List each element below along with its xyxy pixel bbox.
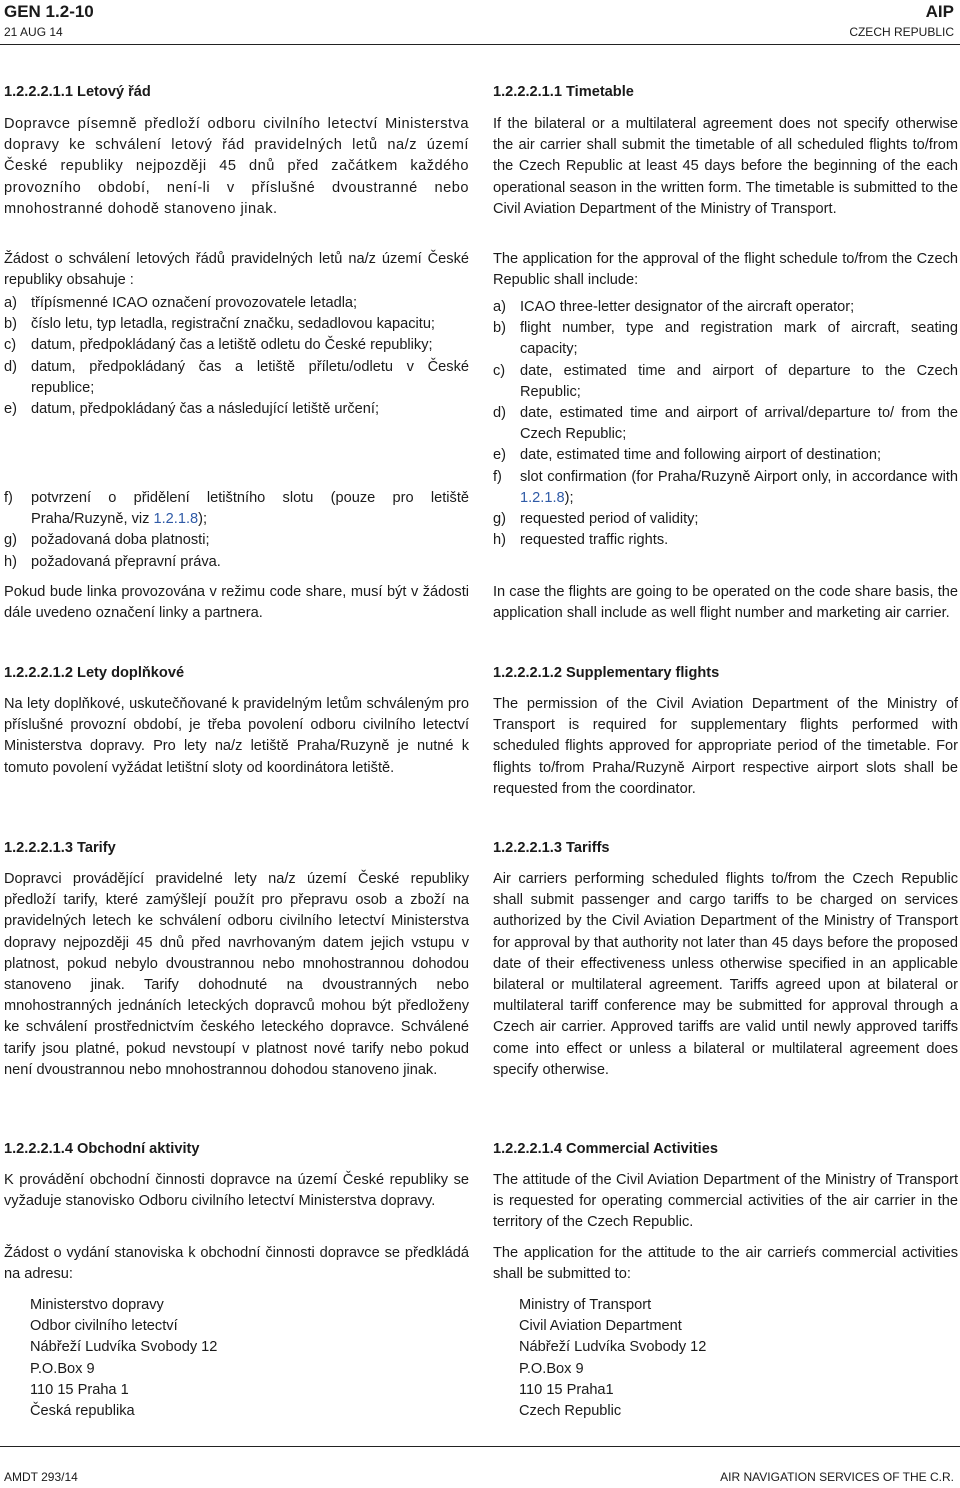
list-item: a) ICAO three-letter designator of the aircraft operator; <box>493 299 855 315</box>
section-title-commercial-activities: 1.2.2.2.1.4 Commercial Activities <box>493 1141 718 1157</box>
paragraph-commercial: K provádění obchodní činnosti dopravce na území České republiky se vyžaduje stanovisko Odboru civilního letectví Ministerstva dopravy. <box>4 1172 469 1210</box>
country-name: CZECH REPUBLIC <box>849 25 954 39</box>
publisher-name: AIR NAVIGATION SERVICES OF THE C.R. <box>720 1470 954 1484</box>
address-line: P.O.Box 9 <box>30 1360 95 1377</box>
page-id: GEN 1.2-10 <box>4 2 94 21</box>
section-title-timetable: 1.2.2.2.1.1 Timetable <box>493 84 634 100</box>
section-title-supplementary-flights: 1.2.2.2.1.2 Supplementary flights <box>493 665 720 681</box>
list-item: b) číslo letu, typ letadla, registrační značku, sedadlovou kapacitu; <box>4 316 435 333</box>
reference-link[interactable]: 1.2.1.8 <box>153 511 199 528</box>
section-title-lety-doplnkove: 1.2.2.2.1.2 Lety doplňkové <box>4 665 185 681</box>
list-item: g) requested period of validity; <box>493 511 699 528</box>
address-line: Odbor civilního letectví <box>30 1318 178 1335</box>
paragraph-tariffs: Dopravci provádějící pravidelné lety na/z území České republiky předloží tarify, které zamýšlejí použít pro přepravu osob a zboží na pravidelných letech ke schválení odboru civilního letectví Ministerstva dopravy nejpozději 45 dnů před navrhovaným datem jejich vstupu v platnost, pokud nebylo dvoustrannou nebo mnohostrannou dohodou stanoveno jinak. Tarify dohodnuté na dvoustranných nebo mnohostranných jednáních leteckých dopravců mohou být předloženy ke schválení prostřednictvím českého leteckého dopravce. Schválené tarify jsou platné, pokud nevstoupí v platnost nové tarify nebo pokud není dvoustrannou nebo mnohostrannou dohodou stanoveno jinak. <box>4 871 469 1078</box>
list-item: a) třípísmenné ICAO označení provozovatele letadla; <box>4 295 358 311</box>
list-item: c) datum, předpokládaný čas a letiště odletu do České republiky; <box>4 337 433 354</box>
section-title-obchodni-aktivity: 1.2.2.2.1.4 Obchodní aktivity <box>4 1141 200 1157</box>
paragraph-commercial: The attitude of the Civil Aviation Department of the Ministry of Transport is requested for operating commercial activities of the air carrier in the territory of the Czech Republic. <box>493 1172 958 1231</box>
paragraph-commercial-application: Žádost o vydání stanoviska k obchodní činnosti dopravce se předkládá na adresu: <box>4 1245 469 1283</box>
paragraph-code-share: Pokud bude linka provozována v režimu code share, musí být v žádosti dále uvedeno označení linky a partnera. <box>4 584 469 622</box>
section-title-tariffs: 1.2.2.2.1.3 Tariffs <box>493 840 610 856</box>
paragraph-timetable-submission: Dopravce písemně předloží odboru civilního letectví Ministerstva dopravy ke schválení letový řád pravidelných letů na/z území České republiky nejpozději 45 dnů před začátkem každého provozního období, není-li v příslušné dvoustranné nebo mnohostranné dohodě stanoveno jinak. <box>4 116 469 217</box>
paragraph-tariffs: Air carriers performing scheduled flights to/from the Czech Republic shall submit passenger and cargo tariffs to be charged on services authorized by the Civil Aviation Department of the Ministry of Transport for approval by that authority not later than 45 days before the proposed date of their effectiveness unless otherwise specified in an applicable bilateral or multilateral agreement. Tariffs agreed upon at bilateral or multilateral tariff conference may be submitted for approval through a Czech air carrier. Approved tariffs are valid until newly approved tariffs come into effect or unless a bilateral or multilateral agreement does specify otherwise. <box>493 871 958 1078</box>
paragraph-application-content: The application for the approval of the flight schedule to/from the Czech Republic shall include: <box>493 251 958 289</box>
address-line: 110 15 Praha1 <box>519 1381 614 1398</box>
paragraph-code-share: In case the flights are going to be operated on the code share basis, the application shall include as well flight number and marketing air carrier. <box>493 584 958 622</box>
header-left <box>4 2 94 40</box>
publication-date: 21 AUG 14 <box>4 25 63 39</box>
list-item: h) požadovaná přepravní práva. <box>4 553 221 570</box>
amendment-number: AMDT 293/14 <box>4 1470 78 1484</box>
list-item: f) slot confirmation (for Praha/Ruzyně Airport only, in accordance with 1.2.1.8); <box>493 468 958 506</box>
section-title-letovy-rad: 1.2.2.2.1.1 Letový řád <box>4 84 151 100</box>
list-item: b) flight number, type and registration mark of aircraft, seating capacity; <box>493 320 958 358</box>
publication-name: AIP <box>925 2 954 21</box>
reference-link[interactable]: 1.2.1.8 <box>520 489 565 506</box>
address-line: Ministry of Transport <box>519 1297 652 1313</box>
address-block <box>30 1295 495 1422</box>
list-item: e) date, estimated time and following airport of destination; <box>493 447 881 464</box>
list-item: d) datum, předpokládaný čas a letiště příletu/odletu v České republice; <box>4 358 469 396</box>
section-title-tarify: 1.2.2.2.1.3 Tarify <box>4 840 116 856</box>
address-line: Nábřeží Ludvíka Svobody 12 <box>30 1339 218 1356</box>
footer-divider <box>0 1446 960 1447</box>
header-right <box>849 2 954 40</box>
header-divider <box>0 44 960 45</box>
address-line: Ministerstvo dopravy <box>30 1297 164 1313</box>
paragraph-supplementary: Na lety doplňkové, uskutečňované k pravidelným letům schváleným pro příslušné provozní období, je třeba povolení odboru civilního letectví Ministerstva dopravy. Pro lety na/z letiště Praha/Ruzyně je nutné k tomuto povolení vyžádat letištní sloty od koordinátora letiště. <box>4 696 469 776</box>
paragraph-application-content: Žádost o schválení letových řádů pravidelných letů na/z území České republiky obsahuje : <box>4 251 469 289</box>
list-item: e) datum, předpokládaný čas a následující letiště určení; <box>4 401 380 418</box>
address-line: 110 15 Praha 1 <box>30 1381 129 1398</box>
application-items-list <box>493 297 958 551</box>
list-item: f) potvrzení o přidělení letištního slotu (pouze pro letiště Praha/Ruzyně, viz 1.2.1.8); <box>4 490 469 528</box>
list-item: d) date, estimated time and airport of arrival/departure to/ from the Czech Republic; <box>493 405 958 443</box>
application-items-list <box>4 293 469 420</box>
address-line: Civil Aviation Department <box>519 1318 682 1335</box>
list-item: c) date, estimated time and airport of departure to the Czech Republic; <box>493 362 958 400</box>
address-line: Česká republika <box>30 1403 135 1420</box>
list-item: g) požadovaná doba platnosti; <box>4 532 210 549</box>
application-items-list-cont <box>4 488 469 573</box>
paragraph-timetable-submission: If the bilateral or a multilateral agreement does not specify otherwise the air carrier shall submit the timetable of all scheduled flights to/from the Czech Republic at least 45 days before the beginning of the each operational season in the written form. The timetable is submitted to the Civil Aviation Department of the Ministry of Transport. <box>493 116 958 217</box>
paragraph-supplementary: The permission of the Civil Aviation Department of the Ministry of Transport is required for supplementary flights performed with scheduled flights approved for appropriate period of the timetable. For flights to/from Praha/Ruzyně Airport respective airport slots shall be requested from the coordinator. <box>493 696 958 797</box>
paragraph-commercial-application: The application for the attitude to the air carrieŕs commercial activities shall be submitted to: <box>493 1245 958 1283</box>
address-line: Nábřeží Ludvíka Svobody 12 <box>519 1339 707 1356</box>
list-item: h) requested traffic rights. <box>493 532 669 549</box>
address-block <box>519 1295 960 1422</box>
address-line: Czech Republic <box>519 1403 622 1420</box>
address-line: P.O.Box 9 <box>519 1360 584 1377</box>
